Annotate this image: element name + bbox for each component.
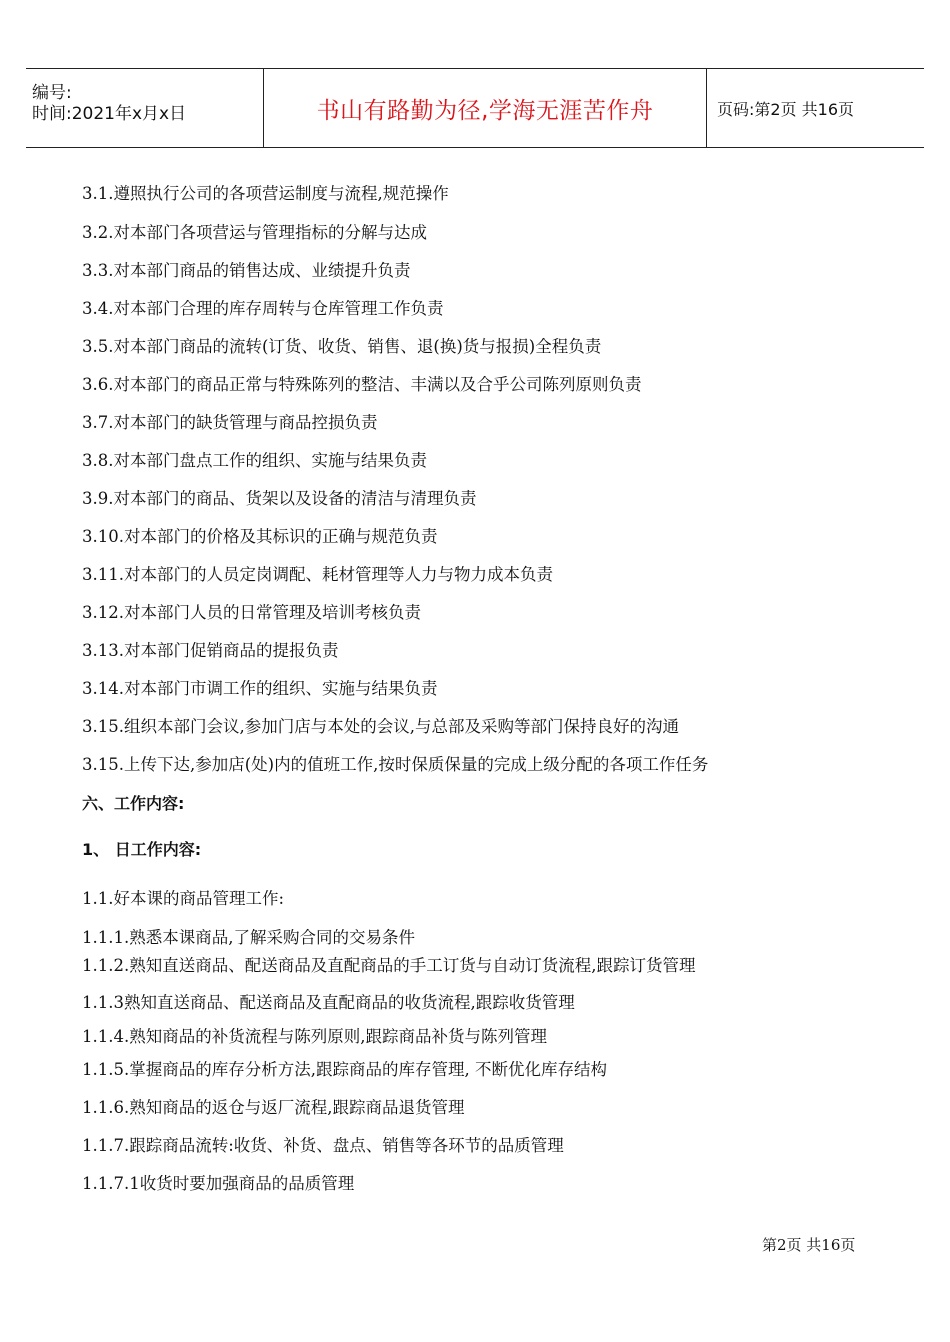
body-line: 3.2.对本部门各项营运与管理指标的分解与达成 — [82, 223, 427, 242]
body-line: 1.1.2.熟知直送商品、配送商品及直配商品的手工订货与自动订货流程,跟踪订货管理 — [82, 956, 696, 975]
body-line: 3.14.对本部门市调工作的组织、实施与结果负责 — [82, 679, 438, 698]
header-motto: 书山有路勤为径,学海无涯苦作舟 — [263, 69, 707, 147]
body-line: 3.9.对本部门的商品、货架以及设备的清洁与清理负责 — [82, 489, 477, 508]
body-line: 3.7.对本部门的缺货管理与商品控损负责 — [82, 413, 378, 432]
body-line: 3.4.对本部门合理的库存周转与仓库管理工作负责 — [82, 299, 444, 318]
body-line: 1.1.7.1收货时要加强商品的品质管理 — [82, 1174, 355, 1193]
body-line: 3.3.对本部门商品的销售达成、业绩提升负责 — [82, 261, 411, 280]
body-line: 3.8.对本部门盘点工作的组织、实施与结果负责 — [82, 451, 427, 470]
body-line: 1.1.4.熟知商品的补货流程与陈列原则,跟踪商品补货与陈列管理 — [82, 1027, 547, 1046]
body-line: 1.1.5.掌握商品的库存分析方法,跟踪商品的库存管理, 不断优化库存结构 — [82, 1060, 607, 1079]
section-heading: 六、工作内容: — [82, 794, 185, 813]
document-number-label: 编号: — [32, 83, 72, 103]
subsection-heading: 1、 日工作内容: — [82, 840, 202, 859]
body-line: 1.1.1.熟悉本课商品,了解采购合同的交易条件 — [82, 928, 415, 947]
body-line: 3.10.对本部门的价格及其标识的正确与规范负责 — [82, 527, 438, 546]
body-line: 3.6.对本部门的商品正常与特殊陈列的整洁、丰满以及合乎公司陈列原则负责 — [82, 375, 642, 394]
page-footer: 第2页 共16页 — [762, 1236, 856, 1254]
body-line: 3.15.上传下达,参加店(处)内的值班工作,按时保质保量的完成上级分配的各项工作任务 — [82, 755, 709, 774]
body-line: 1.1.3熟知直送商品、配送商品及直配商品的收货流程,跟踪收货管理 — [82, 993, 575, 1012]
body-line: 1.1.好本课的商品管理工作: — [82, 889, 285, 908]
body-line: 1.1.7.跟踪商品流转:收货、补货、盘点、销售等各环节的品质管理 — [82, 1136, 564, 1155]
body-line: 3.11.对本部门的人员定岗调配、耗材管理等人力与物力成本负责 — [82, 565, 553, 584]
body-line: 3.15.组织本部门会议,参加门店与本处的会议,与总部及采购等部门保持良好的沟通 — [82, 717, 679, 736]
page-header — [26, 68, 924, 148]
body-line: 3.5.对本部门商品的流转(订货、收货、销售、退(换)货与报损)全程负责 — [82, 337, 602, 356]
body-line: 3.13.对本部门促销商品的提报负责 — [82, 641, 339, 660]
document-time-label: 时间:2021年x月x日 — [32, 104, 187, 124]
header-page-info: 页码:第2页 共16页 — [717, 99, 855, 119]
body-line: 3.1.遵照执行公司的各项营运制度与流程,规范操作 — [82, 184, 449, 203]
body-line: 3.12.对本部门人员的日常管理及培训考核负责 — [82, 603, 421, 622]
header-left-cell — [26, 69, 263, 147]
body-line: 1.1.6.熟知商品的返仓与返厂流程,跟踪商品退货管理 — [82, 1098, 465, 1117]
